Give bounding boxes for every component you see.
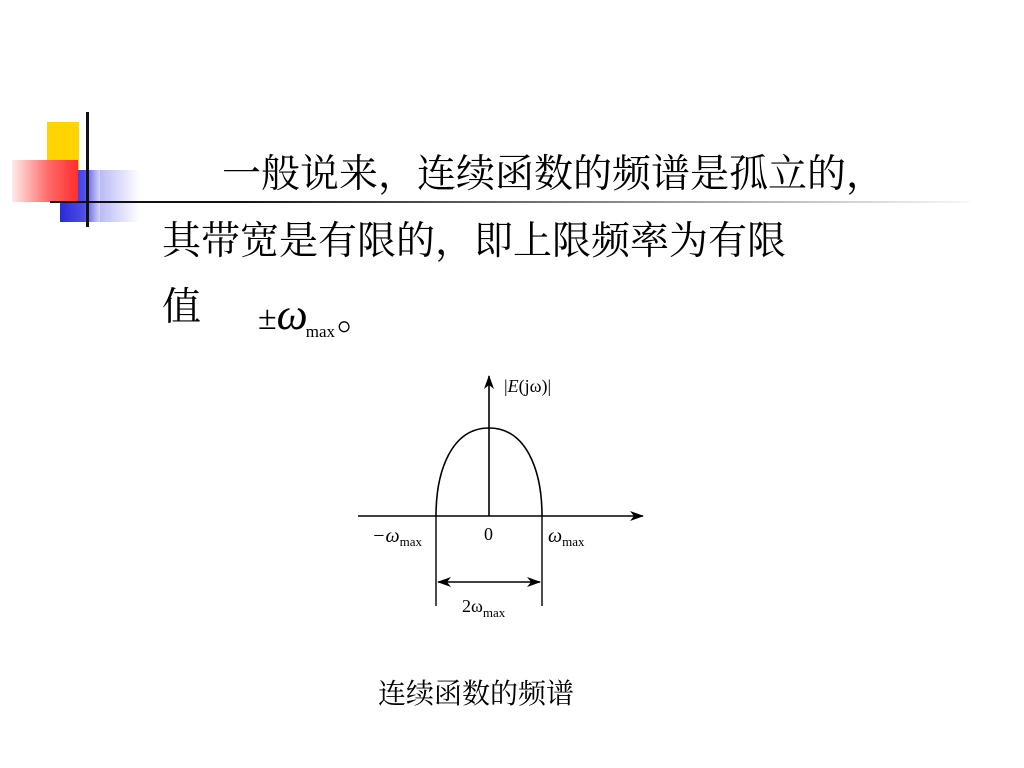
omega-subscript: max <box>305 322 336 341</box>
figure-caption: 连续函数的频谱 <box>378 677 575 710</box>
bandwidth-label: $2\omega_{max}$ <box>462 596 506 620</box>
paragraph-line-3: 值 <box>162 285 202 330</box>
paragraph-line-2: 其带宽是有限的，即上限频率为有限 <box>162 219 787 264</box>
y-axis-label: |E(jω)| <box>504 376 552 396</box>
pos-omega-max-label: $\omega_{max}$ <box>548 525 585 549</box>
origin-label: 0 <box>484 524 493 544</box>
neg-omega-max-label: $-\omega_{max}$ <box>372 525 423 549</box>
period: 。 <box>337 294 377 339</box>
paragraph-line-1: 一般说来，连续函数的频谱是孤立的， <box>222 152 886 197</box>
plus-minus: ± <box>258 300 277 337</box>
omega-symbol: ω <box>276 290 308 339</box>
